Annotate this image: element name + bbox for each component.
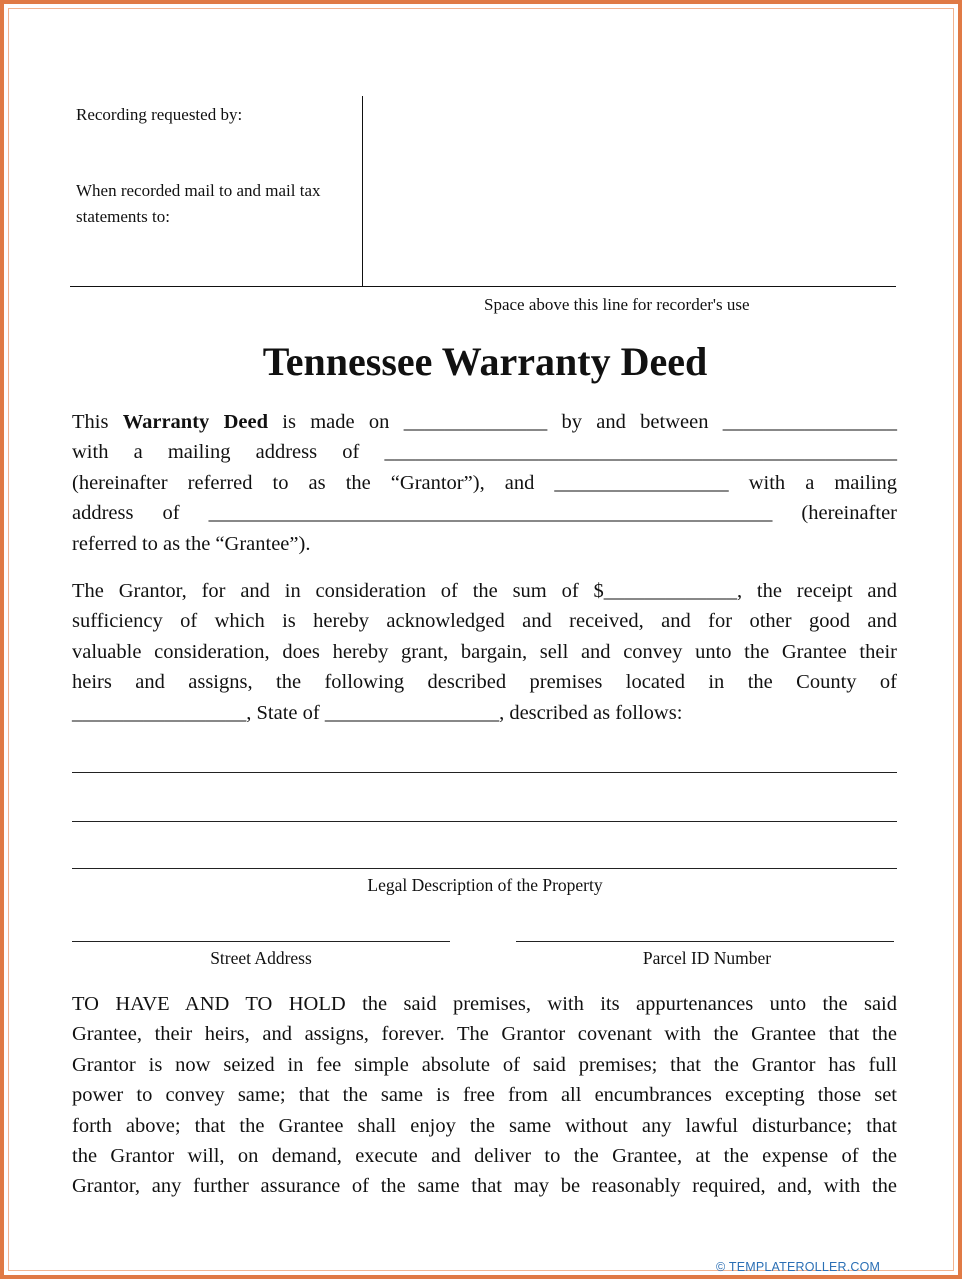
paragraph-line: Grantor, any further assurance of the same that may be reasonably required, and, with the [72, 1175, 897, 1198]
paragraph-parties [72, 407, 897, 559]
text-run: is made on ______________ by and between _________________ [267, 411, 897, 433]
templateroller-credit[interactable]: © TEMPLATEROLLER.COM [716, 1260, 881, 1274]
paragraph-line: TO HAVE AND TO HOLD the said premises, with its appurtenances unto the said [72, 993, 897, 1015]
paragraph-line: The Grantor, for and in consideration of the sum of $_____________, the receipt and [72, 580, 897, 602]
paragraph-line: referred to as the “Grantee”). [72, 532, 311, 555]
legal-description-line-3[interactable] [72, 868, 897, 869]
paragraph-habendum [72, 989, 897, 1202]
paragraph-line: _________________, State of _________________, described as follows: [72, 701, 683, 724]
paragraph-line: Grantor is now seized in fee simple absolute of said premises; that the Grantor has full [72, 1053, 897, 1076]
paragraph-line: power to convey same; that the same is free from all encumbrances excepting those set [72, 1084, 897, 1107]
recorder-note: Space above this line for recorder's use [484, 295, 750, 314]
text-run: This [72, 411, 123, 433]
paragraph-line: with a mailing address of __________________________________________________ [72, 441, 897, 464]
deed-type-bold: Warranty Deed [122, 411, 268, 433]
recorder-line [70, 286, 896, 287]
page-title: Tennessee Warranty Deed [262, 339, 708, 384]
street-address-caption: Street Address [210, 948, 312, 968]
mail-to-label: When recorded mail to and mail tax statements to: [76, 181, 321, 226]
recording-requested-label: Recording requested by: [76, 105, 243, 124]
paragraph-line: address of _______________________________________________________ (hereinafter [72, 502, 897, 525]
legal-description-line-2[interactable] [72, 821, 897, 822]
parcel-id-line[interactable] [516, 941, 894, 942]
paragraph-line: heirs and assigns, the following described premises located in the County of [72, 671, 897, 694]
legal-description-caption: Legal Description of the Property [367, 875, 603, 895]
paragraph-line: the Grantor will, on demand, execute and deliver to the Grantee, at the expense of the [72, 1145, 897, 1168]
parcel-id-caption: Parcel ID Number [642, 948, 772, 968]
paragraph-line: forth above; that the Grantee shall enjoy the same without any lawful disturbance; that [72, 1114, 897, 1137]
paragraph-consideration [72, 576, 897, 728]
paragraph-line: valuable consideration, does hereby grant, bargain, sell and convey unto the Grantee their [72, 640, 897, 663]
paragraph-line [72, 407, 897, 437]
paragraph-line: (hereinafter referred to as the “Grantor”), and _________________ with a mailing [72, 471, 897, 494]
legal-description-line-1[interactable] [72, 772, 897, 773]
recorder-box-divider [362, 96, 363, 287]
street-address-line[interactable] [72, 941, 450, 942]
paragraph-line: sufficiency of which is hereby acknowledged and received, and for other good and [72, 610, 897, 633]
paragraph-line: Grantee, their heirs, and assigns, forever. The Grantor covenant with the Grantee that the [72, 1023, 897, 1046]
